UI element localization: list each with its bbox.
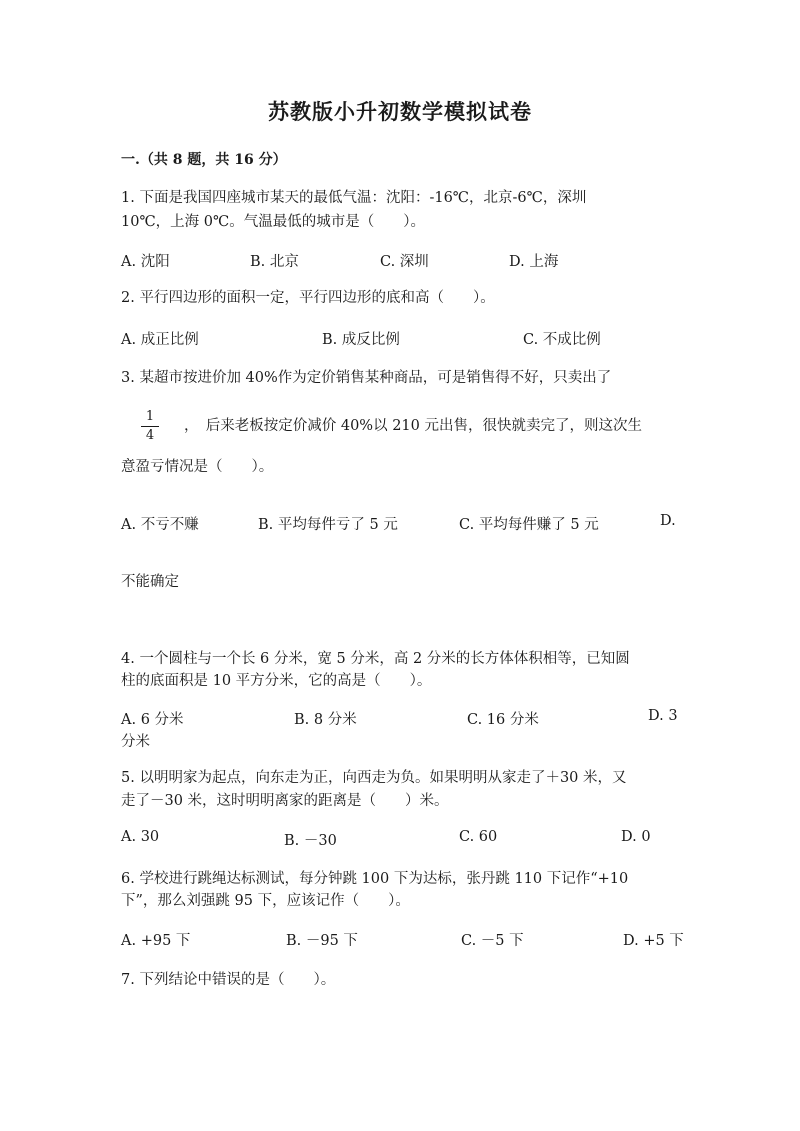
question-6-option-c: C. －5 下 (461, 933, 524, 949)
question-1-option-b: B. 北京 (250, 254, 299, 270)
question-2-option-c: C. 不成比例 (523, 332, 601, 348)
question-1-line-2: 10℃，上海 0℃。气温最低的城市是（ ）。 (121, 214, 425, 230)
question-5-option-b: B. －30 (284, 833, 337, 849)
question-3-option-c: C. 平均每件赚了 5 元 (459, 517, 599, 533)
question-3-option-b: B. 平均每件亏了 5 元 (258, 517, 398, 533)
question-4-option-d-text: 分米 (121, 734, 150, 750)
question-6-option-d: D. +5 下 (623, 933, 684, 949)
question-2-option-b: B. 成反比例 (322, 332, 400, 348)
question-2-option-a: A. 成正比例 (121, 332, 199, 348)
question-4-option-d: D. 3 (648, 708, 678, 724)
fraction-numerator: 1 (145, 409, 155, 424)
question-3-line-2: ， 后来老板按定价减价 40%以 210 元出售，很快就卖完了，则这次生 (184, 418, 642, 434)
fraction-bar (141, 426, 159, 427)
question-4-option-a: A. 6 分米 (121, 712, 184, 728)
question-4-line-2: 柱的底面积是 10 平方分米，它的高是（ ）。 (121, 673, 432, 689)
question-4-line-1: 4. 一个圆柱与一个长 6 分米，宽 5 分米，高 2 分米的长方体体积相等，已知圆 (121, 651, 630, 667)
question-5-option-a: A. 30 (121, 829, 160, 845)
question-6-line-2: 下”，那么刘强跳 95 下，应该记作（ ）。 (121, 893, 410, 909)
question-1-line-1: 1. 下面是我国四座城市某天的最低气温：沈阳：-16℃，北京-6℃，深圳 (121, 190, 587, 206)
question-7-line-1: 7. 下列结论中错误的是（ ）。 (121, 972, 336, 988)
fraction-denominator: 4 (145, 428, 155, 443)
fraction-one-quarter (141, 410, 159, 443)
section-heading: 一.（共 8 题，共 16 分） (121, 152, 287, 168)
question-3-option-d: D. (660, 513, 676, 529)
question-6-option-b: B. －95 下 (286, 933, 358, 949)
question-6-line-1: 6. 学校进行跳绳达标测试，每分钟跳 100 下为达标，张丹跳 110 下记作“+10 (121, 871, 629, 887)
question-3-line-1: 3. 某超市按进价加 40%作为定价销售某种商品，可是销售得不好，只卖出了 (121, 370, 612, 386)
question-6-option-a: A. +95 下 (121, 933, 191, 949)
question-4-option-c: C. 16 分米 (467, 712, 539, 728)
page-title: 苏教版小升初数学模拟试卷 (268, 99, 532, 124)
question-5-line-1: 5. 以明明家为起点，向东走为正，向西走为负。如果明明从家走了＋30 米，又 (121, 770, 627, 786)
question-3-line-3: 意盈亏情况是（ ）。 (121, 459, 274, 475)
question-1-option-c: C. 深圳 (380, 254, 429, 270)
question-5-option-c: C. 60 (459, 829, 498, 845)
question-5-line-2: 走了－30 米，这时明明离家的距离是（ ）米。 (121, 793, 449, 809)
question-1-option-a: A. 沈阳 (121, 254, 170, 270)
question-3-option-a: A. 不亏不赚 (121, 517, 199, 533)
question-3-option-d-text: 不能确定 (121, 574, 179, 590)
question-5-option-d: D. 0 (621, 829, 651, 845)
question-4-option-b: B. 8 分米 (294, 712, 357, 728)
question-2-line-1: 2. 平行四边形的面积一定，平行四边形的底和高（ ）。 (121, 290, 495, 306)
question-1-option-d: D. 上海 (509, 254, 559, 270)
